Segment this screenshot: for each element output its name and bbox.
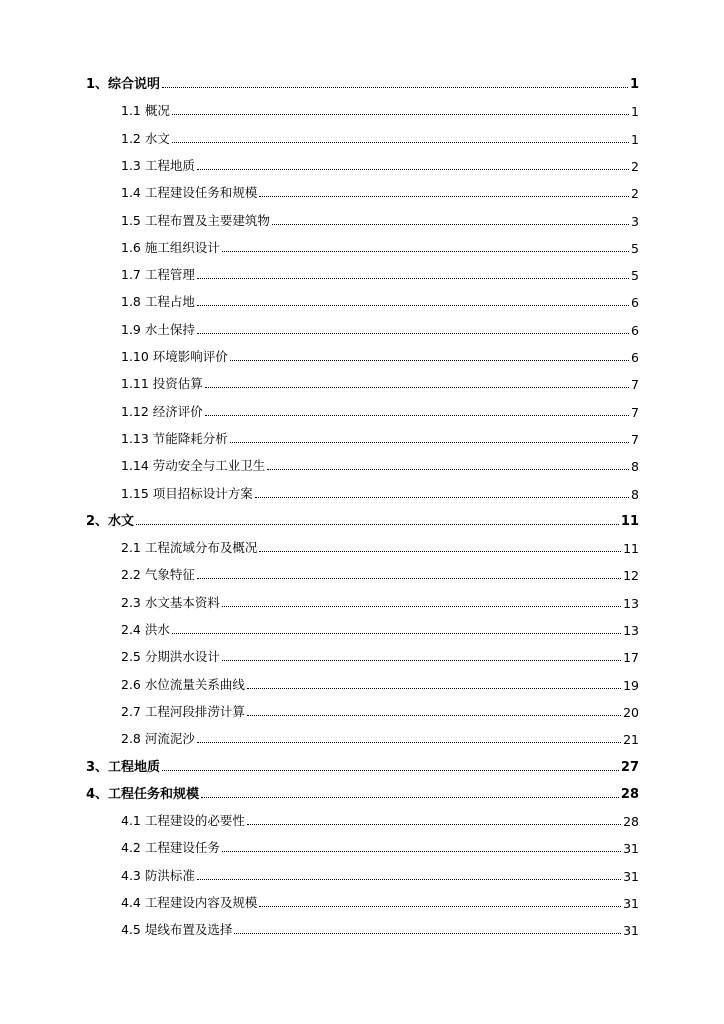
toc-page-number: 27 xyxy=(620,759,639,775)
toc-chapter-entry[interactable] xyxy=(86,755,639,775)
toc-entry-label: 2.1 工程流域分布及概况 xyxy=(121,540,258,556)
toc-section-entry[interactable] xyxy=(121,563,639,583)
toc-page-number: 1 xyxy=(631,104,639,120)
toc-section-entry[interactable] xyxy=(121,345,639,365)
toc-dot-leader xyxy=(197,305,629,306)
toc-section-entry[interactable] xyxy=(121,727,639,747)
toc-page-number: 31 xyxy=(623,868,639,884)
toc-chapter-entry[interactable] xyxy=(86,72,639,92)
toc-page-number: 5 xyxy=(631,240,639,256)
toc-entry-label: 1.14 劳动安全与工业卫生 xyxy=(121,458,266,474)
toc-dot-leader xyxy=(162,87,628,88)
toc-page-number: 8 xyxy=(631,459,639,475)
toc-section-entry[interactable] xyxy=(121,181,639,201)
toc-entry-label: 2.4 洪水 xyxy=(121,622,170,637)
toc-page-number: 1 xyxy=(631,131,639,147)
toc-dot-leader xyxy=(255,497,629,498)
toc-dot-leader xyxy=(222,251,629,252)
toc-page-number: 1 xyxy=(629,77,639,92)
toc-page-number: 31 xyxy=(623,841,639,857)
toc-entry-label: 4.5 堤线布置及选择 xyxy=(121,922,233,938)
toc-page-number: 11 xyxy=(620,513,639,529)
toc-page-number: 28 xyxy=(623,814,639,830)
toc-section-entry[interactable] xyxy=(121,318,639,338)
toc-dot-leader xyxy=(247,688,621,689)
toc-section-entry[interactable] xyxy=(121,263,639,283)
toc-page-number: 6 xyxy=(631,322,639,338)
toc-dot-leader xyxy=(136,524,619,525)
toc-page-number: 17 xyxy=(623,650,639,666)
toc-section-entry[interactable] xyxy=(121,400,639,420)
toc-entry-label: 1.4 工程建设任务和规模 xyxy=(121,185,258,201)
toc-dot-leader xyxy=(247,715,621,716)
toc-page-number: 31 xyxy=(623,923,639,939)
toc-dot-leader xyxy=(197,879,621,880)
toc-page-number: 21 xyxy=(623,732,639,748)
toc-dot-leader xyxy=(197,169,629,170)
toc-dot-leader xyxy=(205,387,629,388)
toc-entry-label: 4、工程任务和规模 xyxy=(86,786,200,802)
toc-page-number: 2 xyxy=(631,158,639,174)
toc-section-entry[interactable] xyxy=(121,864,639,884)
toc-entry-label: 4.3 防洪标准 xyxy=(121,867,195,883)
toc-section-entry[interactable] xyxy=(121,290,639,310)
toc-dot-leader xyxy=(222,606,621,607)
toc-section-entry[interactable] xyxy=(121,591,639,611)
toc-page-number: 7 xyxy=(631,404,639,420)
toc-entry-label: 1、综合说明 xyxy=(86,77,161,92)
toc-section-entry[interactable] xyxy=(121,236,639,256)
toc-section-entry[interactable] xyxy=(121,209,639,229)
toc-chapter-entry[interactable] xyxy=(86,782,639,802)
toc-entry-label: 4.1 工程建设的必要性 xyxy=(121,813,245,829)
toc-section-entry[interactable] xyxy=(121,918,639,938)
toc-section-entry[interactable] xyxy=(121,536,639,556)
toc-page-number: 3 xyxy=(631,213,639,229)
toc-entry-label: 1.13 节能降耗分析 xyxy=(121,430,228,446)
toc-dot-leader xyxy=(172,142,629,143)
toc-entry-label: 1.2 水文 xyxy=(121,130,170,146)
toc-section-entry[interactable] xyxy=(121,673,639,693)
toc-entry-label: 2、水文 xyxy=(86,513,135,529)
toc-entry-label: 1.5 工程布置及主要建筑物 xyxy=(121,212,270,228)
toc-dot-leader xyxy=(201,797,619,798)
toc-entry-label: 1.10 环境影响评价 xyxy=(121,349,228,364)
toc-page-number: 31 xyxy=(623,896,639,911)
toc-section-entry[interactable] xyxy=(121,372,639,392)
toc-section-entry[interactable] xyxy=(121,127,639,147)
toc-page-number: 7 xyxy=(631,431,639,447)
toc-page-number: 5 xyxy=(631,268,639,284)
toc-entry-label: 4.4 工程建设内容及规模 xyxy=(121,895,258,910)
toc-dot-leader xyxy=(272,224,629,225)
toc-page-number: 6 xyxy=(631,295,639,311)
toc-dot-leader xyxy=(259,906,621,907)
toc-section-entry[interactable] xyxy=(121,809,639,829)
toc-dot-leader xyxy=(222,851,621,852)
toc-section-entry[interactable] xyxy=(121,154,639,174)
toc-page-number: 20 xyxy=(623,704,639,720)
toc-entry-label: 1.6 施工组织设计 xyxy=(121,239,220,255)
toc-section-entry[interactable] xyxy=(121,618,639,638)
toc-section-entry[interactable] xyxy=(121,700,639,720)
toc-dot-leader xyxy=(222,660,621,661)
toc-entry-label: 2.7 工程河段排涝计算 xyxy=(121,703,245,719)
toc-dot-leader xyxy=(197,742,621,743)
toc-entry-label: 1.11 投资估算 xyxy=(121,376,203,392)
toc-section-entry[interactable] xyxy=(121,891,639,911)
toc-page-number: 13 xyxy=(623,623,639,638)
toc-dot-leader xyxy=(259,196,629,197)
toc-entry-label: 1.1 概况 xyxy=(121,103,170,119)
toc-dot-leader xyxy=(234,933,621,934)
toc-section-entry[interactable] xyxy=(121,482,639,502)
toc-page-number: 2 xyxy=(631,186,639,202)
toc-section-entry[interactable] xyxy=(121,645,639,665)
toc-entry-label: 2.6 水位流量关系曲线 xyxy=(121,676,245,692)
toc-dot-leader xyxy=(259,551,621,552)
toc-dot-leader xyxy=(230,442,629,443)
toc-entry-label: 2.5 分期洪水设计 xyxy=(121,649,220,665)
toc-dot-leader xyxy=(197,578,621,579)
toc-entry-label: 1.7 工程管理 xyxy=(121,267,195,283)
toc-dot-leader xyxy=(172,633,621,634)
toc-entry-label: 4.2 工程建设任务 xyxy=(121,840,220,856)
toc-entry-label: 2.3 水文基本资料 xyxy=(121,594,220,610)
toc-dot-leader xyxy=(197,333,629,334)
toc-page-number: 11 xyxy=(623,541,639,557)
toc-section-entry[interactable] xyxy=(121,836,639,856)
toc-entry-label: 1.12 经济评价 xyxy=(121,403,203,419)
toc-dot-leader xyxy=(197,278,629,279)
toc-dot-leader xyxy=(247,824,621,825)
toc-page-number: 19 xyxy=(623,677,639,693)
toc-dot-leader xyxy=(162,770,619,771)
toc-entry-label: 1.8 工程占地 xyxy=(121,294,195,310)
toc-section-entry[interactable] xyxy=(121,454,639,474)
toc-chapter-entry[interactable] xyxy=(86,509,639,529)
toc-dot-leader xyxy=(172,114,629,115)
toc-page-number: 7 xyxy=(631,377,639,393)
toc-page-number: 6 xyxy=(631,350,639,365)
toc-entry-label: 3、工程地质 xyxy=(86,759,161,775)
toc-entry-label: 1.3 工程地质 xyxy=(121,157,195,173)
toc-dot-leader xyxy=(267,469,629,470)
toc-page-number: 8 xyxy=(631,486,639,502)
toc-dot-leader xyxy=(230,360,629,361)
toc-entry-label: 2.2 气象特征 xyxy=(121,567,195,583)
toc-entry-label: 2.8 河流泥沙 xyxy=(121,731,195,747)
toc-section-entry[interactable] xyxy=(121,99,639,119)
toc-section-entry[interactable] xyxy=(121,427,639,447)
toc-dot-leader xyxy=(205,415,629,416)
toc-page-number: 13 xyxy=(623,595,639,611)
toc-entry-label: 1.15 项目招标设计方案 xyxy=(121,485,253,501)
toc-page-number: 28 xyxy=(620,786,639,802)
toc-entry-label: 1.9 水土保持 xyxy=(121,321,195,337)
toc-page-number: 12 xyxy=(623,568,639,584)
